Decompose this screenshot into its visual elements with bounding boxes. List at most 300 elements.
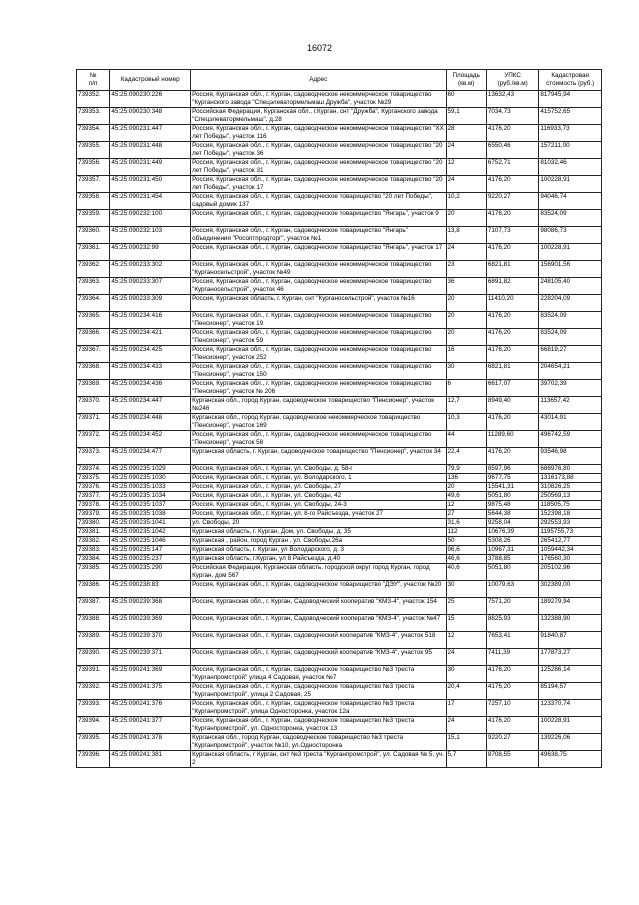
cell-upks: 7571,20	[486, 598, 539, 615]
cell-upks: 5051,80	[486, 492, 539, 501]
cell-area: 13,8	[446, 227, 486, 244]
cell-area: 30	[446, 363, 486, 380]
table-row	[77, 176, 602, 193]
cell-area: 12,7	[446, 397, 486, 414]
cell-row-number: 739374.	[77, 465, 110, 474]
cell-address: Курганская обл., город Курган, садоводческое некоммерческое товарищество "Пенсионер", участок 169	[191, 414, 446, 431]
cell-row-number: 739385.	[77, 564, 110, 581]
cell-row-number: 739361.	[77, 244, 110, 261]
cell-cadastral-cost: 176560,30	[539, 555, 602, 564]
table-row	[77, 312, 602, 329]
cell-upks: 4176,20	[486, 312, 539, 329]
table-header	[77, 70, 602, 91]
cell-cadastral-cost: 152398,18	[539, 510, 602, 519]
table-row	[77, 734, 602, 751]
table-row	[77, 142, 602, 159]
cell-upks: 4176,20	[486, 244, 539, 261]
cell-upks: 4176,20	[486, 448, 539, 465]
cell-address: Россия, Курганская обл., г. Курган, садоводческое некоммерческое товарищество "Пенсионер", участок 59	[191, 329, 446, 346]
table-row	[77, 380, 602, 397]
table-row	[77, 193, 602, 210]
table-row	[77, 700, 602, 717]
cell-address: Россия, Курганская обл., г. Курган, садоводческое товарищество №3 треста "Курганпромстрой", ул. Односторонка, участок 13	[191, 717, 446, 734]
cell-upks: 8825,93	[486, 615, 539, 632]
table-row	[77, 465, 602, 474]
cell-cadastral-cost: 248105,40	[539, 278, 602, 295]
table-row	[77, 244, 602, 261]
cell-cadastral-cost: 123370,74	[539, 700, 602, 717]
cell-address: Россия, Курганская обл., г. Курган, садоводческое товарищество "Янгарь", участок 17	[191, 244, 446, 261]
cell-cadastral-cost: 39702,39	[539, 380, 602, 397]
table-row	[77, 519, 602, 528]
table-row	[77, 501, 602, 510]
cell-upks: 6617,07	[486, 380, 539, 397]
cell-cadastral-cost: 157211,00	[539, 142, 602, 159]
cell-row-number: 739357.	[77, 176, 110, 193]
cell-cadastral-cost: 125286,14	[539, 666, 602, 683]
cell-area: 136	[446, 474, 486, 483]
cell-area: 16	[446, 346, 486, 363]
table-row	[77, 159, 602, 176]
cell-upks: 9677,75	[486, 474, 539, 483]
cell-cadastral-cost: 100228,91	[539, 176, 602, 193]
cell-row-number: 739388.	[77, 615, 110, 632]
cell-area: 10,3	[446, 414, 486, 431]
cell-upks: 3788,85	[486, 555, 539, 564]
table-row	[77, 683, 602, 700]
cell-cadastral-cost: 43014,91	[539, 414, 602, 431]
cell-area: 49,6	[446, 492, 486, 501]
cell-cadastral-cost: 100228,91	[539, 717, 602, 734]
cell-cadastral-number: 45:25:090241:378	[110, 734, 191, 751]
cell-address: Россия, Курганская обл., г. Курган, садоводческое некоммерческое товарищество "Курганосельстрой", участок 46	[191, 278, 446, 295]
cell-row-number: 739366.	[77, 329, 110, 346]
table-row	[77, 666, 602, 683]
cell-cadastral-number: 45:25:090230:226	[110, 91, 191, 108]
cell-cadastral-number: 45:25:090234:421	[110, 329, 191, 346]
cell-cadastral-cost: 415752,65	[539, 108, 602, 125]
cell-upks: 6752,71	[486, 159, 539, 176]
cell-cadastral-number: 45:25:090231:450	[110, 176, 191, 193]
cell-address: Россия, Курганская обл., г. Курган, садоводческое товарищество "20 лет Победы", садовый домик 137	[191, 193, 446, 210]
cell-row-number: 739359.	[77, 210, 110, 227]
cell-upks: 9875,48	[486, 501, 539, 510]
cell-cadastral-number: 45:25:090232:99	[110, 244, 191, 261]
cell-upks: 4176,20	[486, 329, 539, 346]
cell-cadastral-cost: 100228,91	[539, 244, 602, 261]
cell-address: Россия, Курганская обл., г. Курган, ул. Свободы, 24-3	[191, 501, 446, 510]
cell-address: Курганская обл., город Курган, садоводческое товарищество №3 треста "Курганпромстрой", участок №10, ул.Односторонка	[191, 734, 446, 751]
cell-cadastral-number: 45:25:090231:449	[110, 159, 191, 176]
cell-row-number: 739383.	[77, 546, 110, 555]
cell-row-number: 739365.	[77, 312, 110, 329]
header-upks: УПКС (руб./кв.м)	[486, 70, 539, 91]
cell-upks: 4176,20	[486, 346, 539, 363]
cell-row-number: 739360.	[77, 227, 110, 244]
table-row	[77, 431, 602, 448]
cell-cadastral-number: 45:25:090234:448	[110, 414, 191, 431]
cell-cadastral-number: 45:25:090234:477	[110, 448, 191, 465]
cell-cadastral-cost: 98086,73	[539, 227, 602, 244]
cell-area: 30	[446, 666, 486, 683]
cell-address: Россия, Курганская обл., г. Курган, садоводческое товарищество №3 треста "Курганпромстрой", улица Односторонка, участок 12а	[191, 700, 446, 717]
cell-row-number: 739381.	[77, 528, 110, 537]
cell-row-number: 739384.	[77, 555, 110, 564]
cell-cadastral-number: 45:25:090235:1042	[110, 528, 191, 537]
cell-cadastral-cost: 1059442,34	[539, 546, 602, 555]
cell-area: 31,6	[446, 519, 486, 528]
table-row	[77, 537, 602, 546]
table-row	[77, 632, 602, 649]
cell-upks: 6821,81	[486, 363, 539, 380]
cell-upks: 13632,43	[486, 91, 539, 108]
cell-cadastral-number: 45:25:090241:375	[110, 683, 191, 700]
cell-cadastral-number: 45:25:090235:1041	[110, 519, 191, 528]
cell-cadastral-number: 45:25:090232:100	[110, 210, 191, 227]
cell-cadastral-number: 45:25:090231:447	[110, 125, 191, 142]
cell-area: 50	[446, 537, 486, 546]
cell-address: Россия, Курганская обл., г. Курган, Садоводческий кооператив "КМЗ-4", участок №47	[191, 615, 446, 632]
cell-row-number: 739367.	[77, 346, 110, 363]
cell-address: Россия, Курганская обл., г. Курган, садоводческое некоммерческое товарищество "Пенсионер", участок 150	[191, 363, 446, 380]
cell-cadastral-cost: 91840,87	[539, 632, 602, 649]
table-row	[77, 483, 602, 492]
cell-row-number: 739378.	[77, 501, 110, 510]
cell-area: 30	[446, 581, 486, 598]
table-row	[77, 363, 602, 380]
cell-address: ул. Свободы, 20	[191, 519, 446, 528]
cell-area: 15	[446, 615, 486, 632]
cell-row-number: 739390.	[77, 649, 110, 666]
cell-address: Россия, Курганская обл., г. Курган, садоводческое некоммерческое товарищество "20 лет Победы", участок 31	[191, 159, 446, 176]
cadastral-table	[76, 69, 602, 768]
cell-cadastral-cost: 310826,25	[539, 483, 602, 492]
table-row	[77, 261, 602, 278]
cell-address: Россия, Курганская обл., г. Курган, ул. Свободы, 42	[191, 492, 446, 501]
table-row	[77, 615, 602, 632]
cell-address: Россия, Курганская обл., г. Курган, садоводческое товарищество №3 треста "Курганпромстрой", улица 2 Садовая, 25	[191, 683, 446, 700]
cell-area: 15,1	[446, 734, 486, 751]
cell-row-number: 739363.	[77, 278, 110, 295]
cell-area: 12	[446, 159, 486, 176]
cell-cadastral-cost: 83524,09	[539, 312, 602, 329]
cell-cadastral-cost: 116933,73	[539, 125, 602, 142]
cell-address: Россия, Курганская обл., г. Курган, садоводческое некоммерческое товарищество "Пенсионер", участок 19	[191, 312, 446, 329]
cell-row-number: 739354.	[77, 125, 110, 142]
cell-area: 79,9	[446, 465, 486, 474]
cell-area: 24	[446, 649, 486, 666]
cell-cadastral-number: 45:25:090235:1034	[110, 492, 191, 501]
cell-upks: 4176,20	[486, 717, 539, 734]
cell-upks: 10079,63	[486, 581, 539, 598]
cell-area: 10,2	[446, 193, 486, 210]
cell-address: Россия, Курганская обл., г. Курган, Садоводческий кооператив "КМЗ-4", участок 154	[191, 598, 446, 615]
cell-upks: 7107,73	[486, 227, 539, 244]
cell-row-number: 739368.	[77, 363, 110, 380]
cell-cadastral-cost: 496742,59	[539, 431, 602, 448]
cell-address: Курганская область, г. Курган, ул Володарского, д. 3	[191, 546, 446, 555]
cell-cadastral-cost: 118505,75	[539, 501, 602, 510]
cell-area: 28	[446, 125, 486, 142]
cell-address: Россия, Курганская обл., г. Курган, ул. Свободы, д. 58-г	[191, 465, 446, 474]
cell-cadastral-cost: 81032,46	[539, 159, 602, 176]
cell-cadastral-number: 45:25:090235:1033	[110, 483, 191, 492]
cell-address: Курганская область, г. Курган, Дом, ул. Свободы, д. 35	[191, 528, 446, 537]
cell-upks: 4176,20	[486, 683, 539, 700]
table-row	[77, 227, 602, 244]
cell-upks: 4176,20	[486, 414, 539, 431]
cell-address: Россия, Курганская область, г. Курган, снт "Курганосельстрой", участок №16	[191, 295, 446, 312]
table-row	[77, 581, 602, 598]
cell-area: 20	[446, 210, 486, 227]
cell-address: Курганская , район, город Курган , ул. Свободы,26а	[191, 537, 446, 546]
cell-cadastral-number: 45:25:090239:371	[110, 649, 191, 666]
cell-cadastral-cost: 49638,75	[539, 751, 602, 768]
cell-cadastral-number: 45:25:090235:147	[110, 546, 191, 555]
cell-area: 36	[446, 278, 486, 295]
cell-address: Россия, Курганская обл., г. Курган, садоводческое товарищество "Янгарь", участок 9	[191, 210, 446, 227]
page-number: 16072	[306, 43, 333, 53]
cell-cadastral-cost: 265412,77	[539, 537, 602, 546]
cell-address: Россия, Курганская обл., г. Курган, садоводческое некоммерческое товарищество "Курганского завода "Спецэлеватормельмаш Дружба", участок №29	[191, 91, 446, 108]
cell-upks: 7257,10	[486, 700, 539, 717]
cell-area: 17	[446, 700, 486, 717]
cell-cadastral-cost: 83524,09	[539, 210, 602, 227]
cell-cadastral-cost: 66819,27	[539, 346, 602, 363]
cell-cadastral-number: 45:25:090234:436	[110, 380, 191, 397]
cell-area: 20	[446, 483, 486, 492]
cell-upks: 10967,31	[486, 546, 539, 555]
cell-row-number: 739356.	[77, 159, 110, 176]
table-row	[77, 528, 602, 537]
cell-cadastral-number: 45:25:090239:369	[110, 615, 191, 632]
cell-cadastral-number: 45:25:090234:425	[110, 346, 191, 363]
table-row	[77, 278, 602, 295]
cell-cadastral-cost: 85194,57	[539, 683, 602, 700]
cell-cadastral-cost: 817945,94	[539, 91, 602, 108]
cell-cadastral-number: 45:25:090230:348	[110, 108, 191, 125]
cell-area: 20,4	[446, 683, 486, 700]
table-row	[77, 474, 602, 483]
cell-cadastral-cost: 139226,06	[539, 734, 602, 751]
cell-cadastral-number: 45:25:090241:377	[110, 717, 191, 734]
cell-area: 20	[446, 329, 486, 346]
cell-area: 27	[446, 510, 486, 519]
cell-cadastral-cost: 302389,00	[539, 581, 602, 598]
cell-row-number: 739391.	[77, 666, 110, 683]
table-row	[77, 492, 602, 501]
cell-upks: 5051,80	[486, 564, 539, 581]
table-row	[77, 91, 602, 108]
cell-address: Россия, Курганская обл., г. Курган, ул. 8-го Райсъезда, участок 27	[191, 510, 446, 519]
cell-address: Курганская обл., город Курган, садоводческое товарищество "Пенсионер", участок №246	[191, 397, 446, 414]
cell-row-number: 739396.	[77, 751, 110, 768]
cell-upks: 8597,96	[486, 465, 539, 474]
cell-upks: 5308,26	[486, 537, 539, 546]
cell-upks: 8949,40	[486, 397, 539, 414]
cell-address: Курганская область, г Курган, снт №3 треста "Курганпромстрой", ул. Садовая № 5, уч. 2	[192, 751, 445, 766]
cell-area: 44	[446, 431, 486, 448]
cell-row-number: 739392.	[77, 683, 110, 700]
cell-upks: 4176,20	[486, 125, 539, 142]
cell-cadastral-number: 45:25:090235:1037	[110, 501, 191, 510]
cell-address: Россия, Курганская обл., г. Курган, садоводческое некоммерческое товарищество "Пенсионер", участок № 206	[191, 380, 446, 397]
cell-cadastral-number: 45:25:090235:1030	[110, 474, 191, 483]
cell-row-number: 739380.	[77, 519, 110, 528]
cell-upks: 7411,39	[486, 649, 539, 666]
cell-row-number: 739362.	[77, 261, 110, 278]
table-row	[77, 564, 602, 581]
cell-row-number: 739358.	[77, 193, 110, 210]
cell-cadastral-number: 45:25:090241:381	[110, 751, 191, 768]
cell-cadastral-number: 45:25:090239:368	[110, 598, 191, 615]
header-num: № п/п	[77, 70, 110, 91]
cell-row-number: 739376.	[77, 483, 110, 492]
cell-cadastral-number: 45:25:090234:452	[110, 431, 191, 448]
cell-cadastral-number: 45:25:090235:1046	[110, 537, 191, 546]
cell-address: Россия, Курганская обл., г. Курган, ул. Свободы, 27	[191, 483, 446, 492]
cell-cadastral-number: 45:25:090235:237	[110, 555, 191, 564]
cell-cadastral-number: 45:25:090232:103	[110, 227, 191, 244]
cell-address: Россия, Курганская обл., г. Курган, садоводческое товарищество "ДЭУ", участок №20	[191, 581, 446, 598]
cell-row-number: 739369.	[77, 380, 110, 397]
cell-upks: 10676,39	[486, 528, 539, 537]
cell-cadastral-cost: 686976,80	[539, 465, 602, 474]
table-row	[77, 717, 602, 734]
table-row	[77, 210, 602, 227]
cell-row-number: 739373.	[77, 448, 110, 465]
header-cadastral: Кадастровый номер	[110, 70, 191, 91]
cell-cadastral-number: 45:25:090231:448	[110, 142, 191, 159]
cell-cadastral-number: 45:25:090231:454	[110, 193, 191, 210]
cell-upks: 6891,82	[486, 278, 539, 295]
table-row	[77, 598, 602, 615]
cell-area: 20	[446, 312, 486, 329]
cell-cadastral-cost: 94046,74	[539, 193, 602, 210]
cell-cadastral-cost: 83524,09	[539, 329, 602, 346]
cell-upks: 15541,31	[486, 483, 539, 492]
cell-upks: 7034,73	[486, 108, 539, 125]
cell-area: 112	[446, 528, 486, 537]
table-row	[77, 555, 602, 564]
cell-address: Россия, Курганская обл., г. Курган, садоводческое некоммерческое товарищество "Пенсионер", участок 252	[191, 346, 446, 363]
cell-cadastral-cost: 113657,42	[539, 397, 602, 414]
cell-upks: 4176,20	[486, 210, 539, 227]
cell-upks: 4176,20	[486, 666, 539, 683]
cell-address: Курганская область, г. Курган, садоводческое товарищество "Пенсионер", участок 34	[191, 448, 446, 465]
cell-address: Россия, Курганская обл., г. Курган, садоводческий кооператив "КМЗ-4", участок 518	[191, 632, 446, 649]
cell-row-number: 739394.	[77, 717, 110, 734]
table-row	[77, 329, 602, 346]
cell-address: Россия, Курганская обл., г. Курган, садоводческое некоммерческое товарищество "Курганосельстрой", участок №49	[191, 261, 446, 278]
table-row	[77, 125, 602, 142]
table-row	[77, 397, 602, 414]
table-row	[77, 448, 602, 465]
cell-address: Россия, Курганская обл., г. Курган, садоводческое товарищество №3 треста "Курганпромстрой" улица 4 Садовая, участок №7	[191, 666, 446, 683]
cell-cadastral-number: 45:25:090234:433	[110, 363, 191, 380]
cell-row-number: 739352.	[77, 91, 110, 108]
cell-upks: 6550,46	[486, 142, 539, 159]
cell-cadastral-number: 45:25:090238:83	[110, 581, 191, 598]
table-row	[77, 546, 602, 555]
cell-cadastral-number: 45:25:090233:307	[110, 278, 191, 295]
cell-cadastral-cost: 205102,96	[539, 564, 602, 581]
cell-upks: 9258,04	[486, 519, 539, 528]
cell-row-number: 739395.	[77, 734, 110, 751]
table-row	[77, 649, 602, 666]
table-row	[77, 510, 602, 519]
cell-cadastral-cost: 1316173,88	[539, 474, 602, 483]
cell-cadastral-number: 45:25:090235:1038	[110, 510, 191, 519]
cell-address: Российская Федерация, Курганская область, городской округ город Курган, город Курган, дом 567	[191, 564, 446, 581]
cell-cadastral-cost: 132388,90	[539, 615, 602, 632]
cell-cadastral-cost: 292553,93	[539, 519, 602, 528]
header-cost: Кадастровая стоимость (руб.)	[539, 70, 602, 91]
cell-area: 25	[446, 598, 486, 615]
cell-area: 60	[446, 91, 486, 108]
cell-row-number: 739370.	[77, 397, 110, 414]
cell-area: 24	[446, 176, 486, 193]
cell-address: Россия, Курганская обл., г. Курган, ул. Володарского, 1	[191, 474, 446, 483]
cell-cadastral-number: 45:25:090233:309	[110, 295, 191, 312]
cell-cadastral-number: 45:25:090234:447	[110, 397, 191, 414]
cell-area: 24	[446, 244, 486, 261]
cell-cadastral-cost: 228204,09	[539, 295, 602, 312]
cell-cadastral-number: 45:25:090241:376	[110, 700, 191, 717]
cell-address: Россия, Курганская обл., г. Курган, садоводческое некоммерческое товарищество "20 лет Победы", участок 36	[191, 142, 446, 159]
cell-area: 12	[446, 632, 486, 649]
cell-cadastral-cost: 156901,56	[539, 261, 602, 278]
cell-cadastral-cost: 1195755,73	[539, 528, 602, 537]
cell-area: 22,4	[446, 448, 486, 465]
cell-cadastral-cost: 250569,13	[539, 492, 602, 501]
cell-row-number: 739382.	[77, 537, 110, 546]
cell-row-number: 739364.	[77, 295, 110, 312]
cell-upks: 9220,27	[486, 193, 539, 210]
cell-area: 46,6	[446, 555, 486, 564]
cell-upks: 5644,38	[486, 510, 539, 519]
cell-cadastral-cost: 189279,94	[539, 598, 602, 615]
cell-address: Россия, Курганская обл., г. Курган, садоводческое некоммерческое товарищество "XX лет Победы", участок 116	[191, 125, 446, 142]
cell-cadastral-number: 45:25:090235:1029	[110, 465, 191, 474]
cell-upks: 8708,55	[486, 751, 539, 768]
cell-cadastral-number: 45:25:090235:290	[110, 564, 191, 581]
cell-row-number: 739386.	[77, 581, 110, 598]
cell-area: 12	[446, 501, 486, 510]
cell-row-number: 739389.	[77, 632, 110, 649]
cell-area: 24	[446, 717, 486, 734]
table-row	[77, 295, 602, 312]
cell-row-number: 739353.	[77, 108, 110, 125]
cell-address: Курганская область, г.Курган, ул 8 Райсъезда, д.40	[191, 555, 446, 564]
cell-cadastral-cost: 177873,27	[539, 649, 602, 666]
cell-cadastral-number: 45:25:090234:416	[110, 312, 191, 329]
cell-upks: 11289,60	[486, 431, 539, 448]
cell-row-number: 739393.	[77, 700, 110, 717]
cell-area: 40,6	[446, 564, 486, 581]
cell-row-number: 739387.	[77, 598, 110, 615]
cell-area: 20	[446, 295, 486, 312]
cell-area: 24	[446, 142, 486, 159]
cell-area: 59,1	[446, 108, 486, 125]
header-area: Площадь (кв.м)	[446, 70, 486, 91]
cell-address: Российская Федерация, Курганская обл., г.Курган, снт "Дружба", Курганского завода "Спецэлеватормельмаш", д.28	[191, 108, 446, 125]
cell-address: Россия, Курганская обл., г. Курган, садоводческое некоммерческое товарищество "20 лет Победы", участок 17	[191, 176, 446, 193]
cell-upks: 6821,81	[486, 261, 539, 278]
cell-row-number: 739355.	[77, 142, 110, 159]
table-row	[77, 346, 602, 363]
cell-cadastral-number: 45:25:090233:302	[110, 261, 191, 278]
